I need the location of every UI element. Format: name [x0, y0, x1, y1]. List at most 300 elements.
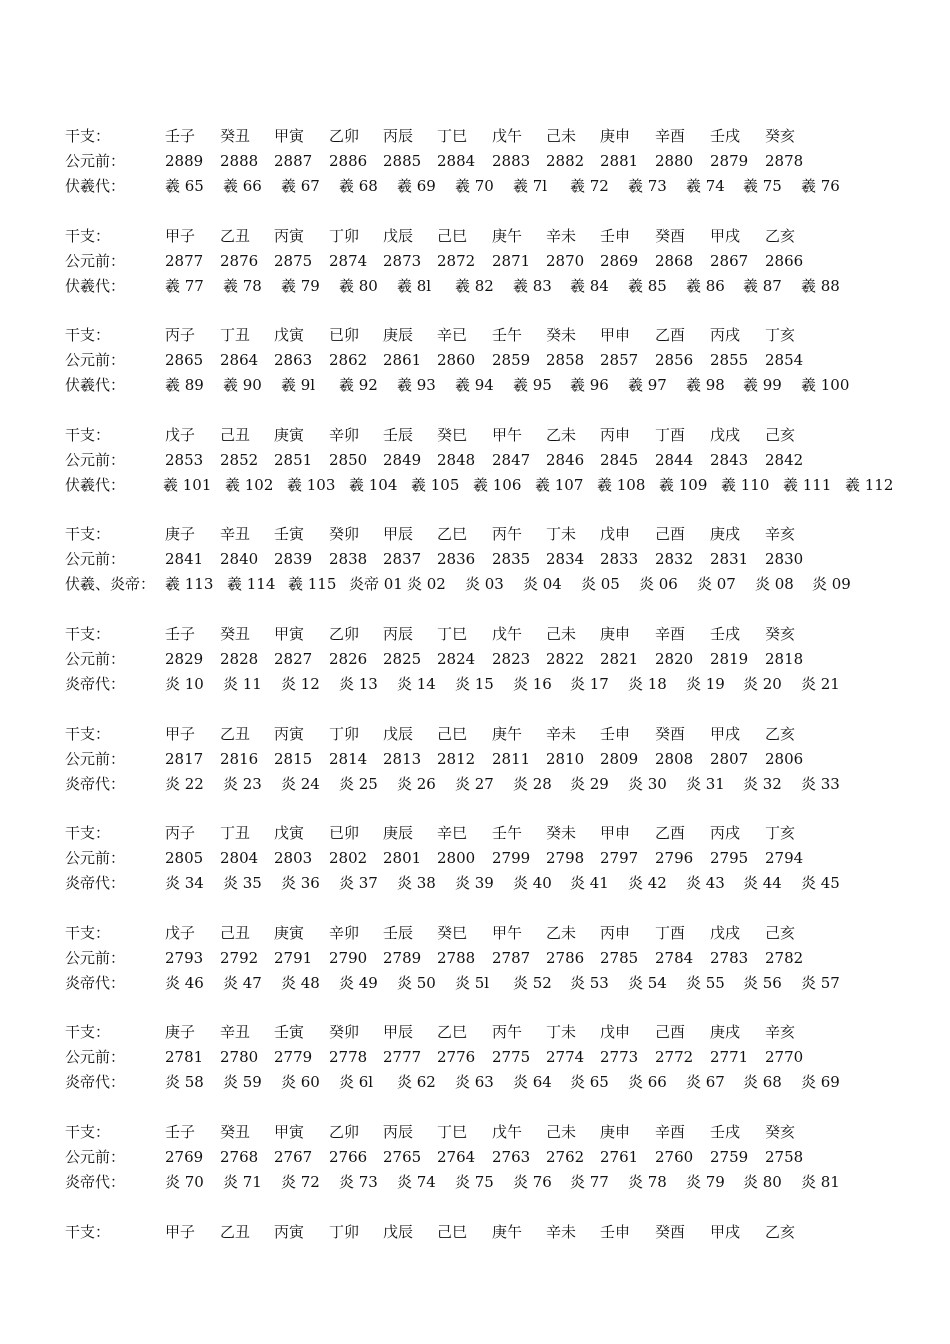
era-row: [0, 871, 950, 896]
table-cell: 丁巳: [437, 1123, 468, 1141]
table-cell: 甲申: [600, 824, 631, 842]
ganzhi-row: [0, 124, 950, 149]
era-label: 炎帝代：: [65, 775, 126, 793]
table-cell: 2875: [274, 252, 313, 270]
table-cell: 甲辰: [383, 1023, 414, 1041]
table-cell: 2815: [274, 750, 313, 768]
table-cell: 2782: [765, 949, 804, 967]
table-cell: 羲 83: [513, 277, 552, 295]
table-cell: 炎 19: [686, 675, 725, 693]
table-cell: 炎 28: [513, 775, 552, 793]
table-cell: 炎 16: [513, 675, 552, 693]
table-cell: 壬寅: [274, 525, 305, 543]
table-cell: 甲戌: [710, 1223, 741, 1241]
era-label: 伏羲代：: [65, 476, 126, 494]
table-cell: 壬戌: [710, 625, 741, 643]
table-cell: 炎 77: [570, 1173, 609, 1191]
table-cell: 2881: [600, 152, 639, 170]
table-cell: 已卯: [329, 326, 360, 344]
table-cell: 炎 10: [165, 675, 204, 693]
table-cell: 羲 80: [339, 277, 378, 295]
table-cell: 甲午: [492, 426, 523, 444]
table-cell: 癸巳: [437, 426, 468, 444]
table-cell: 炎 5l: [455, 974, 490, 992]
table-cell: 2853: [165, 451, 204, 469]
table-cell: 2823: [492, 650, 531, 668]
table-cell: 羲 73: [628, 177, 667, 195]
table-cell: 2817: [165, 750, 204, 768]
table-cell: 2849: [383, 451, 422, 469]
table-cell: 羲 66: [223, 177, 262, 195]
table-cell: 2829: [165, 650, 204, 668]
table-cell: 2764: [437, 1148, 476, 1166]
table-cell: 炎 26: [397, 775, 436, 793]
table-cell: 2824: [437, 650, 476, 668]
table-cell: 2876: [220, 252, 259, 270]
era-label: 炎帝代：: [65, 974, 126, 992]
table-cell: 2836: [437, 550, 476, 568]
table-cell: 乙巳: [437, 1023, 468, 1041]
table-cell: 炎 64: [513, 1073, 552, 1091]
table-cell: 庚午: [492, 725, 523, 743]
table-cell: 2799: [492, 849, 531, 867]
table-cell: 炎 22: [165, 775, 204, 793]
table-cell: 炎 79: [686, 1173, 725, 1191]
table-cell: 丁丑: [220, 824, 251, 842]
table-cell: 2888: [220, 152, 259, 170]
table-cell: 羲 107: [535, 476, 584, 494]
table-cell: 炎 05: [581, 575, 620, 593]
gongyuan-qian-row: [0, 647, 950, 672]
table-cell: 己酉: [655, 1023, 686, 1041]
table-cell: 壬午: [492, 326, 523, 344]
table-cell: 羲 112: [845, 476, 894, 494]
table-cell: 戊辰: [383, 227, 414, 245]
table-cell: 己巳: [437, 725, 468, 743]
table-cell: 2838: [329, 550, 368, 568]
table-cell: 炎 38: [397, 874, 436, 892]
table-cell: 辛巳: [437, 824, 468, 842]
table-cell: 丙寅: [274, 1223, 305, 1241]
era-row: [0, 672, 950, 697]
table-cell: 2862: [329, 351, 368, 369]
table-cell: 羲 69: [397, 177, 436, 195]
table-cell: 2835: [492, 550, 531, 568]
table-cell: 2885: [383, 152, 422, 170]
gongyuan-qian-label: 公元前：: [65, 451, 126, 469]
table-cell: 乙卯: [329, 127, 360, 145]
table-cell: 炎 34: [165, 874, 204, 892]
table-cell: 2867: [710, 252, 749, 270]
table-cell: 壬午: [492, 824, 523, 842]
table-cell: 炎 78: [628, 1173, 667, 1191]
table-cell: 2833: [600, 550, 639, 568]
table-cell: 甲子: [165, 725, 196, 743]
table-cell: 戊戌: [710, 924, 741, 942]
table-cell: 2788: [437, 949, 476, 967]
table-cell: 2776: [437, 1048, 476, 1066]
ganzhi-row: [0, 423, 950, 448]
table-cell: 辛未: [546, 227, 577, 245]
table-cell: 2773: [600, 1048, 639, 1066]
ganzhi-row: [0, 921, 950, 946]
table-cell: 羲 76: [801, 177, 840, 195]
era-row: [0, 572, 950, 597]
table-cell: 2866: [765, 252, 804, 270]
table-cell: 2787: [492, 949, 531, 967]
table-cell: 壬戌: [710, 127, 741, 145]
table-cell: 癸卯: [329, 525, 360, 543]
table-cell: 丁卯: [329, 1223, 360, 1241]
table-cell: 辛卯: [329, 924, 360, 942]
table-cell: 丁卯: [329, 725, 360, 743]
table-cell: 2803: [274, 849, 313, 867]
table-cell: 羲 113: [165, 575, 214, 593]
table-cell: 炎 67: [686, 1073, 725, 1091]
table-cell: 2864: [220, 351, 259, 369]
table-cell: 2784: [655, 949, 694, 967]
table-cell: 2816: [220, 750, 259, 768]
table-cell: 乙巳: [437, 525, 468, 543]
table-cell: 2759: [710, 1148, 749, 1166]
ganzhi-label: 干支：: [65, 1023, 111, 1041]
table-cell: 炎 57: [801, 974, 840, 992]
table-cell: 羲 67: [281, 177, 320, 195]
table-cell: 2858: [546, 351, 585, 369]
gongyuan-qian-label: 公元前：: [65, 550, 126, 568]
table-cell: 炎 33: [801, 775, 840, 793]
table-cell: 羲 74: [686, 177, 725, 195]
gongyuan-qian-label: 公元前：: [65, 252, 126, 270]
table-cell: 2801: [383, 849, 422, 867]
table-cell: 羲 100: [801, 376, 850, 394]
table-cell: 己酉: [655, 525, 686, 543]
table-cell: 己丑: [220, 924, 251, 942]
table-cell: 炎 62: [397, 1073, 436, 1091]
table-cell: 丁亥: [765, 326, 796, 344]
table-cell: 己巳: [437, 1223, 468, 1241]
table-cell: 2854: [765, 351, 804, 369]
table-cell: 2780: [220, 1048, 259, 1066]
gongyuan-qian-row: [0, 149, 950, 174]
era-row: [0, 174, 950, 199]
table-cell: 2793: [165, 949, 204, 967]
table-cell: 2807: [710, 750, 749, 768]
table-cell: 羲 82: [455, 277, 494, 295]
table-cell: 炎 53: [570, 974, 609, 992]
era-label: 伏羲、炎帝：: [65, 575, 156, 593]
gongyuan-qian-row: [0, 1145, 950, 1170]
ganzhi-label: 干支：: [65, 1123, 111, 1141]
table-cell: 炎 68: [743, 1073, 782, 1091]
era-label: 伏羲代：: [65, 177, 126, 195]
table-cell: 2821: [600, 650, 639, 668]
table-cell: 2761: [600, 1148, 639, 1166]
era-row: [0, 473, 950, 498]
table-cell: 癸未: [546, 824, 577, 842]
table-cell: 2842: [765, 451, 804, 469]
table-cell: 炎 81: [801, 1173, 840, 1191]
ganzhi-label: 干支：: [65, 824, 111, 842]
table-cell: 丁酉: [655, 924, 686, 942]
table-cell: 壬辰: [383, 924, 414, 942]
ganzhi-label: 干支：: [65, 924, 111, 942]
table-cell: 2796: [655, 849, 694, 867]
table-cell: 癸酉: [655, 725, 686, 743]
table-cell: 羲 96: [570, 376, 609, 394]
table-cell: 戊午: [492, 1123, 523, 1141]
table-cell: 丁巳: [437, 625, 468, 643]
table-cell: 2855: [710, 351, 749, 369]
table-cell: 丙午: [492, 525, 523, 543]
table-cell: 2856: [655, 351, 694, 369]
table-cell: 炎 66: [628, 1073, 667, 1091]
table-cell: 2768: [220, 1148, 259, 1166]
ganzhi-label: 干支：: [65, 127, 111, 145]
era-row: [0, 772, 950, 797]
ganzhi-label: 干支：: [65, 625, 111, 643]
table-cell: 辛丑: [220, 1023, 251, 1041]
table-cell: 2766: [329, 1148, 368, 1166]
table-cell: 羲 94: [455, 376, 494, 394]
table-cell: 庚申: [600, 625, 631, 643]
table-cell: 2839: [274, 550, 313, 568]
table-cell: 2870: [546, 252, 585, 270]
table-cell: 2827: [274, 650, 313, 668]
table-cell: 2841: [165, 550, 204, 568]
table-cell: 癸丑: [220, 127, 251, 145]
table-cell: 丙子: [165, 824, 196, 842]
table-cell: 乙亥: [765, 1223, 796, 1241]
table-cell: 甲寅: [274, 127, 305, 145]
table-cell: 炎 76: [513, 1173, 552, 1191]
table-cell: 2781: [165, 1048, 204, 1066]
table-cell: 丙辰: [383, 625, 414, 643]
table-cell: 羲 85: [628, 277, 667, 295]
table-cell: 羲 79: [281, 277, 320, 295]
table-cell: 甲戌: [710, 227, 741, 245]
table-cell: 炎 35: [223, 874, 262, 892]
table-cell: 2889: [165, 152, 204, 170]
table-cell: 羲 98: [686, 376, 725, 394]
table-cell: 炎 31: [686, 775, 725, 793]
gongyuan-qian-row: [0, 946, 950, 971]
table-cell: 炎 39: [455, 874, 494, 892]
table-cell: 戊午: [492, 625, 523, 643]
table-cell: 2790: [329, 949, 368, 967]
ganzhi-row: [0, 1220, 950, 1245]
era-row: [0, 1170, 950, 1195]
table-cell: 2878: [765, 152, 804, 170]
ganzhi-row: [0, 622, 950, 647]
table-cell: 羲 77: [165, 277, 204, 295]
table-cell: 羲 78: [223, 277, 262, 295]
table-cell: 2786: [546, 949, 585, 967]
table-cell: 丁卯: [329, 227, 360, 245]
table-cell: 辛亥: [765, 1023, 796, 1041]
table-cell: 炎 12: [281, 675, 320, 693]
table-cell: 2763: [492, 1148, 531, 1166]
table-cell: 2772: [655, 1048, 694, 1066]
table-cell: 戊子: [165, 924, 196, 942]
table-cell: 羲 115: [288, 575, 337, 593]
table-cell: 炎 44: [743, 874, 782, 892]
table-cell: 2791: [274, 949, 313, 967]
table-cell: 羲 114: [227, 575, 276, 593]
ganzhi-row: [0, 224, 950, 249]
table-cell: 炎 04: [523, 575, 562, 593]
table-cell: 2843: [710, 451, 749, 469]
table-cell: 2783: [710, 949, 749, 967]
table-cell: 乙亥: [765, 725, 796, 743]
table-cell: 癸丑: [220, 625, 251, 643]
table-cell: 2826: [329, 650, 368, 668]
table-cell: 壬戌: [710, 1123, 741, 1141]
table-cell: 己丑: [220, 426, 251, 444]
table-cell: 2760: [655, 1148, 694, 1166]
table-cell: 炎 09: [812, 575, 851, 593]
table-cell: 2840: [220, 550, 259, 568]
table-cell: 庚子: [165, 1023, 196, 1041]
table-cell: 炎 02: [407, 575, 446, 593]
table-cell: 炎 41: [570, 874, 609, 892]
table-cell: 庚戌: [710, 525, 741, 543]
era-row: [0, 1070, 950, 1095]
table-cell: 炎 29: [570, 775, 609, 793]
table-cell: 炎 69: [801, 1073, 840, 1091]
table-cell: 炎 55: [686, 974, 725, 992]
table-cell: 甲午: [492, 924, 523, 942]
table-cell: 乙亥: [765, 227, 796, 245]
table-cell: 甲寅: [274, 1123, 305, 1141]
table-cell: 庚申: [600, 127, 631, 145]
table-cell: 已卯: [329, 824, 360, 842]
table-cell: 己巳: [437, 227, 468, 245]
gongyuan-qian-row: [0, 547, 950, 572]
table-cell: 2850: [329, 451, 368, 469]
gongyuan-qian-row: [0, 747, 950, 772]
table-cell: 羲 97: [628, 376, 667, 394]
table-cell: 戊子: [165, 426, 196, 444]
table-cell: 2844: [655, 451, 694, 469]
table-cell: 羲 75: [743, 177, 782, 195]
ganzhi-row: [0, 1020, 950, 1045]
gongyuan-qian-label: 公元前：: [65, 152, 126, 170]
table-cell: 庚申: [600, 1123, 631, 1141]
table-cell: 丁亥: [765, 824, 796, 842]
table-cell: 2883: [492, 152, 531, 170]
table-cell: 2869: [600, 252, 639, 270]
table-cell: 甲寅: [274, 625, 305, 643]
table-cell: 炎 54: [628, 974, 667, 992]
gongyuan-qian-row: [0, 348, 950, 373]
table-cell: 2758: [765, 1148, 804, 1166]
table-cell: 壬子: [165, 625, 196, 643]
table-cell: 庚戌: [710, 1023, 741, 1041]
table-cell: 2852: [220, 451, 259, 469]
table-cell: 2857: [600, 351, 639, 369]
table-cell: 2873: [383, 252, 422, 270]
table-cell: 2879: [710, 152, 749, 170]
gongyuan-qian-label: 公元前：: [65, 650, 126, 668]
table-cell: 甲申: [600, 326, 631, 344]
table-cell: 炎帝 01: [349, 575, 403, 593]
table-cell: 炎 03: [465, 575, 504, 593]
table-cell: 羲 105: [411, 476, 460, 494]
table-cell: 2837: [383, 550, 422, 568]
ganzhi-label: 干支：: [65, 227, 111, 245]
table-cell: 炎 07: [697, 575, 736, 593]
table-cell: 炎 59: [223, 1073, 262, 1091]
table-cell: 羲 86: [686, 277, 725, 295]
table-cell: 羲 8l: [397, 277, 432, 295]
table-cell: 炎 47: [223, 974, 262, 992]
table-cell: 甲子: [165, 1223, 196, 1241]
era-label: 炎帝代：: [65, 874, 126, 892]
table-cell: 2785: [600, 949, 639, 967]
table-cell: 羲 87: [743, 277, 782, 295]
table-cell: 2800: [437, 849, 476, 867]
era-row: [0, 971, 950, 996]
table-cell: 2777: [383, 1048, 422, 1066]
table-cell: 2767: [274, 1148, 313, 1166]
table-cell: 乙卯: [329, 625, 360, 643]
table-cell: 2769: [165, 1148, 204, 1166]
table-cell: 庚辰: [383, 326, 414, 344]
table-cell: 炎 40: [513, 874, 552, 892]
table-cell: 炎 56: [743, 974, 782, 992]
table-cell: 2846: [546, 451, 585, 469]
table-cell: 炎 24: [281, 775, 320, 793]
table-cell: 丙申: [600, 426, 631, 444]
table-cell: 癸未: [546, 326, 577, 344]
table-cell: 2831: [710, 550, 749, 568]
table-cell: 炎 23: [223, 775, 262, 793]
ganzhi-row: [0, 722, 950, 747]
table-cell: 戊辰: [383, 1223, 414, 1241]
table-cell: 丁未: [546, 525, 577, 543]
table-cell: 2859: [492, 351, 531, 369]
table-cell: 丙辰: [383, 1123, 414, 1141]
table-cell: 羲 7l: [513, 177, 548, 195]
table-cell: 癸丑: [220, 1123, 251, 1141]
table-cell: 2884: [437, 152, 476, 170]
table-cell: 庚寅: [274, 924, 305, 942]
table-cell: 2861: [383, 351, 422, 369]
table-cell: 己未: [546, 1123, 577, 1141]
table-cell: 乙未: [546, 924, 577, 942]
table-cell: 2770: [765, 1048, 804, 1066]
table-cell: 炎 27: [455, 775, 494, 793]
era-row: [0, 274, 950, 299]
table-cell: 炎 14: [397, 675, 436, 693]
table-cell: 乙未: [546, 426, 577, 444]
table-cell: 2828: [220, 650, 259, 668]
table-cell: 辛丑: [220, 525, 251, 543]
table-cell: 戊申: [600, 525, 631, 543]
table-cell: 2779: [274, 1048, 313, 1066]
table-cell: 2795: [710, 849, 749, 867]
era-label: 炎帝代：: [65, 1173, 126, 1191]
table-cell: 辛已: [437, 326, 468, 344]
table-cell: 羲 88: [801, 277, 840, 295]
table-cell: 乙酉: [655, 824, 686, 842]
table-cell: 2810: [546, 750, 585, 768]
table-cell: 丙午: [492, 1023, 523, 1041]
table-cell: 辛酉: [655, 1123, 686, 1141]
table-cell: 癸亥: [765, 625, 796, 643]
table-cell: 乙酉: [655, 326, 686, 344]
